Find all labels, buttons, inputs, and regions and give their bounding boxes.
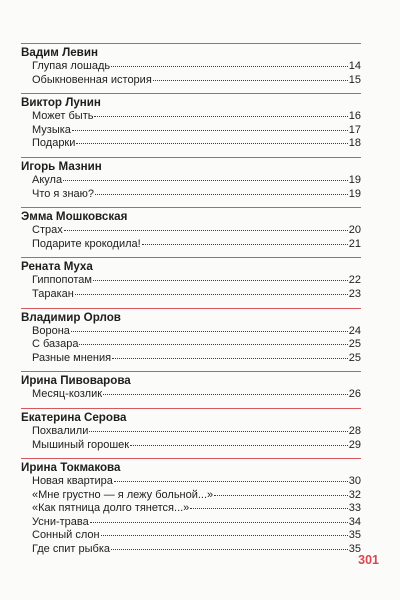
dot-leader (90, 522, 348, 523)
dot-leader (79, 344, 347, 345)
dot-leader (93, 280, 348, 281)
toc-entry (21, 388, 361, 402)
toc-section (21, 308, 361, 366)
entry-page-number: 25 (348, 351, 361, 364)
dot-leader (95, 194, 348, 195)
entry-page-number: 24 (348, 324, 361, 337)
entry-title: «Как пятница долго тянется...» (32, 502, 190, 515)
dot-leader (153, 80, 348, 81)
toc-entry (21, 325, 361, 339)
entry-title: Обыкновенная история (32, 73, 152, 86)
dot-leader (111, 66, 348, 67)
dot-leader (142, 244, 348, 245)
toc-entry (21, 110, 361, 124)
author-name: Виктор Лунин (21, 96, 101, 110)
entry-page-number: 19 (348, 187, 361, 200)
toc-section (21, 93, 361, 151)
toc-entry (21, 352, 361, 366)
author-name: Владимир Орлов (21, 310, 121, 324)
toc-entry (21, 188, 361, 202)
entry-title: Разные мнения (32, 351, 112, 364)
dot-leader (190, 508, 347, 509)
entry-title: Страх (32, 224, 63, 237)
entry-page-number: 21 (348, 237, 361, 250)
entry-title: «Мне грустно — я лежу больной...» (32, 488, 214, 501)
toc-entry (21, 543, 361, 557)
toc-section (21, 458, 361, 557)
entry-title: Музыка (32, 123, 71, 136)
entry-page-number: 15 (348, 73, 361, 86)
entry-page-number: 35 (348, 529, 361, 542)
dot-leader (72, 130, 348, 131)
entry-title: С базара (32, 338, 79, 351)
entry-title: Может быть (32, 110, 94, 123)
entry-title: Что я знаю? (32, 187, 95, 200)
toc-entry (21, 174, 361, 188)
dot-leader (71, 331, 348, 332)
dot-leader (214, 495, 348, 496)
entry-title: Месяц-козлик (32, 388, 103, 401)
entry-page-number: 14 (348, 60, 361, 72)
toc-entry (21, 238, 361, 252)
toc-entry (21, 288, 361, 302)
entry-title: Сонный слон (32, 529, 100, 542)
author-name: Игорь Мазнин (21, 159, 102, 173)
toc-entry (21, 475, 361, 489)
toc-entry (21, 124, 361, 138)
author-name: Рената Муха (21, 260, 93, 274)
toc-section (21, 408, 361, 452)
entry-title: Таракан (32, 287, 74, 300)
author-name: Ирина Токмакова (21, 461, 121, 475)
dot-leader (76, 143, 347, 144)
dot-leader (89, 431, 347, 432)
toc-entry (21, 74, 361, 88)
toc-entry (21, 338, 361, 352)
entry-title: Гиппопотам (32, 274, 92, 287)
toc-entry (21, 516, 361, 530)
toc-entry (21, 529, 361, 543)
table-of-contents (21, 43, 361, 557)
entry-title: Мышиный горошек (32, 438, 130, 451)
toc-entry (21, 274, 361, 288)
entry-page-number: 35 (348, 543, 361, 556)
entry-title: Глупая лошадь (32, 60, 111, 72)
toc-section (21, 43, 361, 87)
dot-leader (75, 294, 348, 295)
dot-leader (101, 535, 348, 536)
dot-leader (112, 358, 348, 359)
entry-title: Похвалили (32, 424, 89, 437)
toc-entry (21, 439, 361, 453)
dot-leader (94, 116, 347, 117)
entry-page-number: 30 (348, 475, 361, 488)
author-name: Вадим Левин (21, 46, 98, 59)
entry-page-number: 17 (348, 123, 361, 136)
entry-page-number: 19 (348, 173, 361, 186)
toc-entry (21, 224, 361, 238)
entry-page-number: 32 (348, 488, 361, 501)
dot-leader (64, 230, 348, 231)
entry-title: Акула (32, 173, 63, 186)
toc-entry (21, 502, 361, 516)
author-name: Эмма Мошковская (21, 210, 128, 224)
entry-page-number: 26 (348, 388, 361, 401)
toc-section (21, 257, 361, 301)
toc-section (21, 157, 361, 201)
dot-leader (103, 394, 348, 395)
entry-page-number: 20 (348, 224, 361, 237)
toc-entry (21, 60, 361, 74)
entry-page-number: 18 (348, 137, 361, 150)
entry-title: Подарите крокодила! (32, 237, 141, 250)
author-name: Екатерина Серова (21, 410, 127, 424)
entry-page-number: 22 (348, 274, 361, 287)
entry-page-number: 29 (348, 438, 361, 451)
dot-leader (63, 180, 348, 181)
entry-page-number: 25 (348, 338, 361, 351)
entry-page-number: 23 (348, 287, 361, 300)
toc-section (21, 207, 361, 251)
toc-entry (21, 137, 361, 151)
entry-title: Где спит рыбка (32, 543, 111, 556)
entry-title: Усни-трава (32, 515, 89, 528)
dot-leader (130, 445, 348, 446)
page-number: 301 (358, 553, 379, 567)
entry-title: Новая квартира (32, 475, 113, 488)
entry-page-number: 16 (348, 110, 361, 123)
entry-title: Ворона (32, 324, 70, 337)
entry-page-number: 34 (348, 515, 361, 528)
dot-leader (114, 481, 348, 482)
author-name: Ирина Пивоварова (21, 374, 131, 388)
toc-section (21, 371, 361, 402)
entry-page-number: 28 (348, 424, 361, 437)
dot-leader (111, 549, 348, 550)
entry-page-number: 33 (348, 502, 361, 515)
toc-entry (21, 425, 361, 439)
toc-entry (21, 489, 361, 503)
entry-title: Подарки (32, 137, 76, 150)
